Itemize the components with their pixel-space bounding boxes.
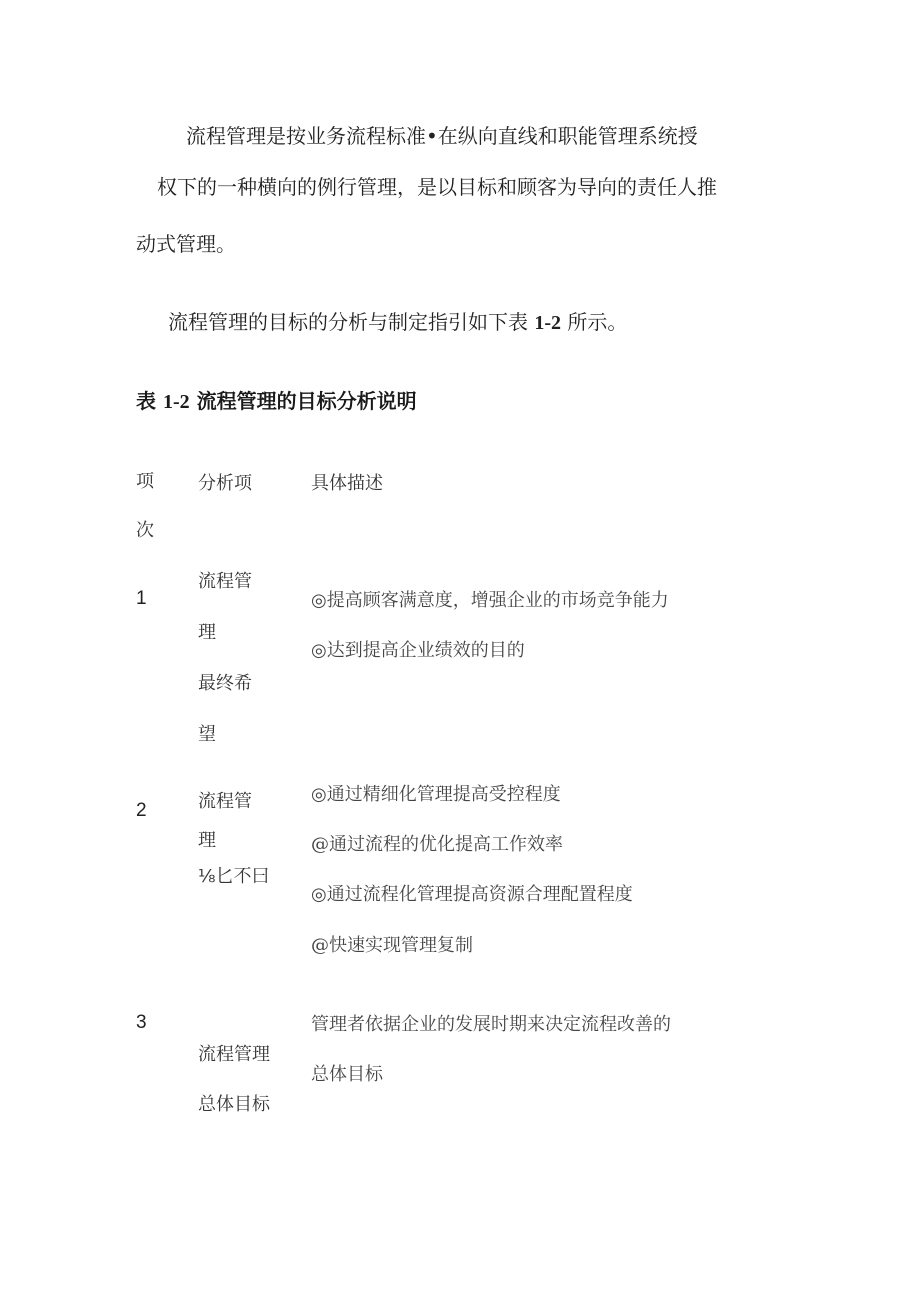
reference-suffix: 所示。 [561,310,628,334]
row-item-line: 望 [198,724,216,745]
row-item-line: ⅛匕不曰 [198,866,270,887]
table-reference-sentence [168,310,627,335]
reference-table-number: 1-2 [534,312,562,334]
row-description-line: @通过流程的优化提高工作效率 [311,834,563,855]
row-item-line: 理 [198,622,216,643]
header-index-line-2: 次 [136,520,154,541]
row-description-line: ◎达到提高企业绩效的目的 [311,640,525,661]
intro-line-1: 流程管理是按业务流程标准•在纵向直线和职能管理系统授 [186,124,698,148]
row-index: 1 [136,588,147,609]
row-description-line: @快速实现管理复制 [311,935,473,956]
caption-prefix: 表 [136,389,163,413]
row-item-line: 理 [198,830,216,851]
row-item-line: 流程管 [198,571,252,592]
intro-line-2: 权下的一种横向的例行管理，是以目标和顾客为导向的责任人推 [157,175,717,199]
row-description-line: 总体目标 [311,1064,383,1085]
caption-title: 流程管理的目标分析说明 [189,389,417,413]
row-item-line: 流程管 [198,791,252,812]
header-description: 具体描述 [311,473,383,494]
row-item-line: 最终希 [198,673,252,694]
header-item: 分析项 [198,473,252,494]
row-description-line: ◎通过流程化管理提高资源合理配置程度 [311,884,633,905]
header-index-line-1: 项 [136,471,154,492]
row-description-line: ◎通过精细化管理提高受控程度 [311,784,561,805]
reference-prefix: 流程管理的目标的分析与制定指引如下表 [168,310,535,334]
intro-line-3: 动式管理。 [136,232,236,256]
caption-number: 1-2 [162,391,190,413]
row-description-line: 管理者依据企业的发展时期来决定流程改善的 [311,1014,671,1035]
row-item-line: 流程管理 [198,1044,270,1065]
row-index: 2 [136,800,147,821]
row-item-line: 总体目标 [198,1094,270,1115]
table-caption [136,389,417,414]
row-description-line: ◎提高顾客满意度，增强企业的市场竞争能力 [311,590,669,611]
row-index: 3 [136,1012,147,1033]
